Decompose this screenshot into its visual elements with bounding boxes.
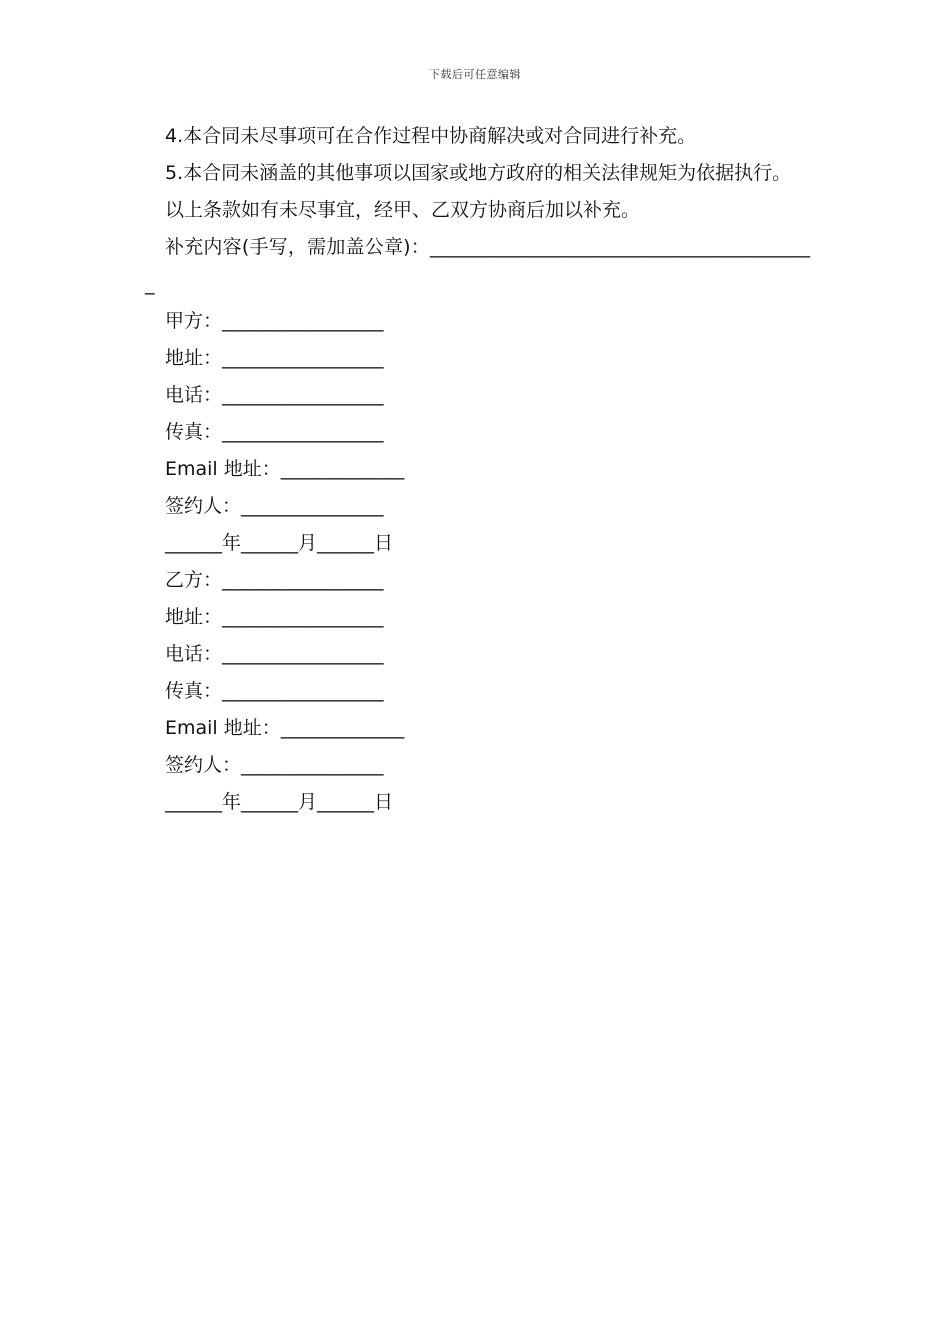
document-body [145, 118, 810, 821]
party-a-email-blank: _____________ [280, 458, 405, 480]
party-b-email-label: Email 地址： [165, 717, 281, 739]
party-b-signer-field [145, 747, 810, 784]
party-a-phone-blank: _________________ [222, 384, 384, 406]
party-b-phone-label: 电话： [165, 643, 223, 665]
party-a-address-field [145, 340, 810, 377]
party-a-phone-label: 电话： [165, 384, 223, 406]
party-a-phone-field [145, 377, 810, 414]
party-b-signer-blank: _______________ [241, 754, 384, 776]
supplement-content: 补充内容(手写，需加盖公章)：_________________________________________ [145, 236, 810, 295]
party-a-block [145, 303, 810, 562]
party-b-phone-field [145, 636, 810, 673]
party-a-fax-field [145, 414, 810, 451]
party-b-field [145, 562, 810, 599]
party-b-label: 乙方： [165, 569, 223, 591]
party-a-signer-label: 签约人： [165, 495, 242, 517]
party-b-fax-field [145, 673, 810, 710]
party-b-address-field [145, 599, 810, 636]
supplement-note: 以上条款如有未尽事宜，经甲、乙双方协商后加以补充。 [165, 199, 641, 221]
party-a-date: ______年______月______日 [165, 532, 394, 554]
party-b-block [145, 562, 810, 821]
party-b-blank: _________________ [222, 569, 384, 591]
party-b-fax-blank: _________________ [222, 680, 384, 702]
party-a-blank: _________________ [222, 310, 384, 332]
party-a-email-field [145, 451, 810, 488]
party-b-fax-label: 传真： [165, 680, 223, 702]
party-a-signer-field [145, 488, 810, 525]
party-a-label: 甲方： [165, 310, 223, 332]
clause-4: 4.本合同未尽事项可在合作过程中协商解决或对合同进行补充。 [165, 125, 697, 147]
page-header: 下载后可任意编辑 [429, 68, 521, 81]
party-b-email-field [145, 710, 810, 747]
party-b-email-blank: _____________ [280, 717, 405, 739]
party-a-field [145, 303, 810, 340]
party-b-address-label: 地址： [165, 606, 223, 628]
party-a-fax-blank: _________________ [222, 421, 384, 443]
party-a-email-label: Email 地址： [165, 458, 281, 480]
party-a-address-blank: _________________ [222, 347, 384, 369]
party-a-signer-blank: _______________ [241, 495, 384, 517]
party-b-phone-blank: _________________ [222, 643, 384, 665]
party-a-address-label: 地址： [165, 347, 223, 369]
party-b-address-blank: _________________ [222, 606, 384, 628]
party-b-signer-label: 签约人： [165, 754, 242, 776]
party-b-date: ______年______月______日 [165, 791, 394, 813]
party-a-fax-label: 传真： [165, 421, 223, 443]
clause-5: 5.本合同未涵盖的其他事项以国家或地方政府的相关法律规矩为依据执行。 [165, 162, 792, 184]
